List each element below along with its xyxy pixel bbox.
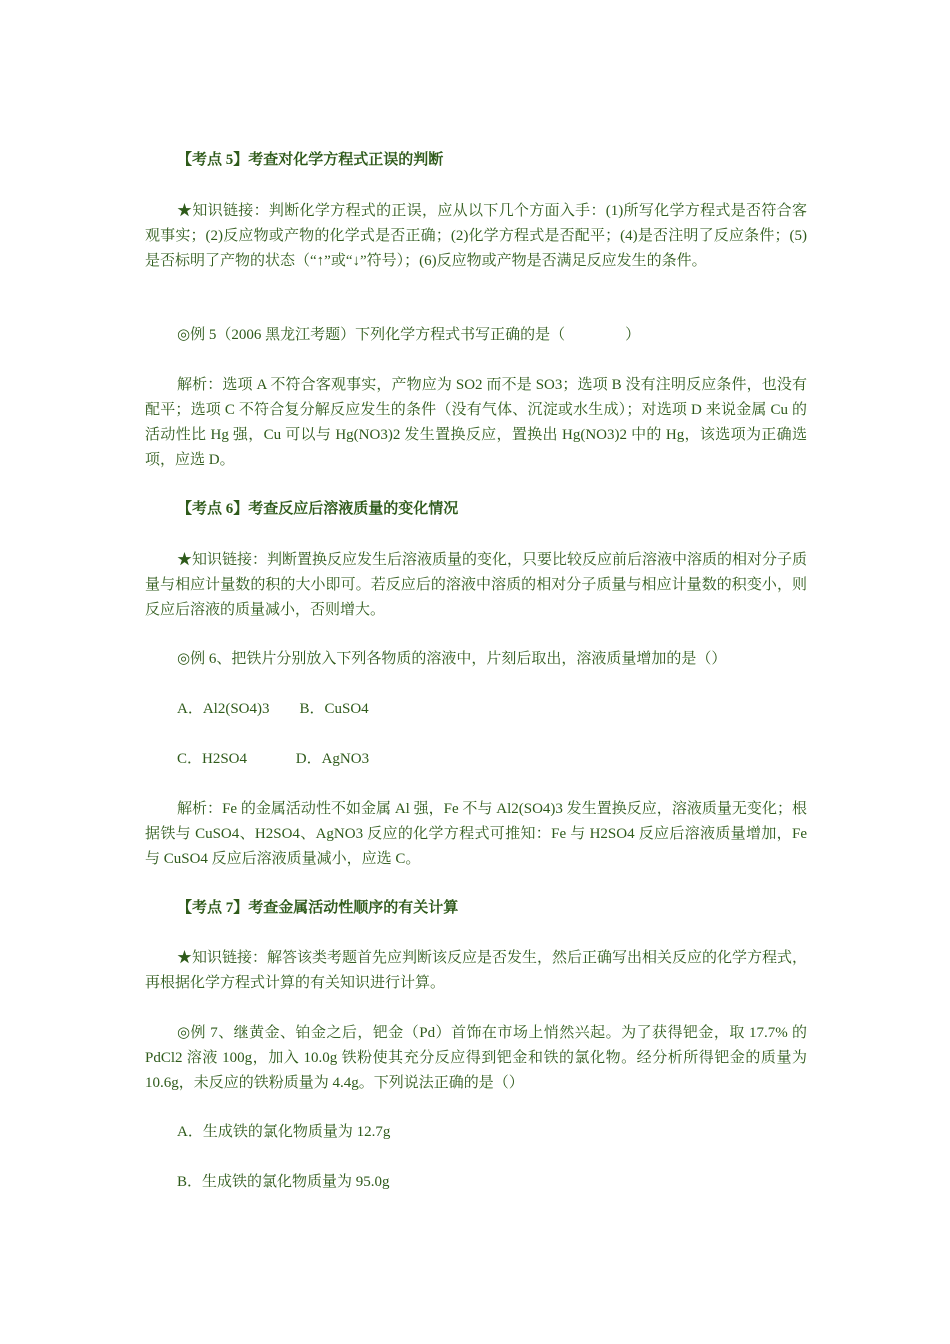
example-6-options-cd: C．H2SO4 D．AgNO3 xyxy=(177,751,370,767)
section-5-knowledge-link: ★知识链接：判断化学方程式的正误，应从以下几个方面入手：(1)所写化学方程式是否符合客观事实；(2)反应物或产物的化学式是否正确；(2)化学方程式是否配平；(4)是否注明了反应条件；(5)是否标明了产物的状态（“↑”或“↓”符号）；(6)反应物或产物是否满足反应发生的条件。 xyxy=(145,203,807,269)
section-5-heading: 【考点 5】考查对化学方程式正误的判断 xyxy=(177,152,444,168)
section-7-heading: 【考点 7】考查金属活动性顺序的有关计算 xyxy=(177,900,459,916)
example-6-analysis: 解析：Fe 的金属活动性不如金属 Al 强，Fe 不与 Al2(SO4)3 发生置换反应，溶液质量无变化；根据铁与 CuSO4、H2SO4、AgNO3 反应的化学方程式可推知：Fe 与 H2SO4 反应后溶液质量增加，Fe 与 CuSO4 反应后溶液质量减小，应选 C。 xyxy=(145,801,807,867)
section-6-heading: 【考点 6】考查反应后溶液质量的变化情况 xyxy=(177,501,459,517)
example-6-options-ab: A．Al2(SO4)3 B．CuSO4 xyxy=(177,701,369,717)
section-7-knowledge-link: ★知识链接：解答该类考题首先应判断该反应是否发生，然后正确写出相关反应的化学方程式，再根据化学方程式计算的有关知识进行计算。 xyxy=(145,950,808,991)
example-6-question: ◎例 6、把铁片分别放入下列各物质的溶液中，片刻后取出，溶液质量增加的是（） xyxy=(177,651,727,667)
section-6-knowledge-link: ★知识链接：判断置换反应发生后溶液质量的变化，只要比较反应前后溶液中溶质的相对分子质量与相应计量数的积的大小即可。若反应后的溶液中溶质的相对分子质量与相应计量数的积变小，则反应后溶液的质量减小，否则增大。 xyxy=(145,552,808,618)
example-5-question: ◎例 5（2006 黑龙江考题）下列化学方程式书写正确的是（ ） xyxy=(177,327,641,343)
example-5-analysis: 解析：选项 A 不符合客观事实，产物应为 SO2 而不是 SO3；选项 B 没有注明反应条件，也没有配平；选项 C 不符合复分解反应发生的条件（没有气体、沉淀或水生成）；对选项 D 来说金属 Cu 的活动性比 Hg 强，Cu 可以与 Hg(NO3)2 发生置换反应，置换出 Hg(NO3)2 中的 Hg，该选项为正确选项，应选 D。 xyxy=(145,377,807,468)
example-7-question: ◎例 7、继黄金、铂金之后，钯金（Pd）首饰在市场上悄然兴起。为了获得钯金，取 17.7% 的 PdCl2 溶液 100g，加入 10.0g 铁粉使其充分反应得到钯金和铁的氯化物。经分析所得钯金的质量为 10.6g，未反应的铁粉质量为 4.4g。下列说法正确的是（） xyxy=(145,1025,807,1091)
example-7-option-a: A．生成铁的氯化物质量为 12.7g xyxy=(177,1124,391,1140)
example-7-option-b: B．生成铁的氯化物质量为 95.0g xyxy=(177,1174,390,1190)
